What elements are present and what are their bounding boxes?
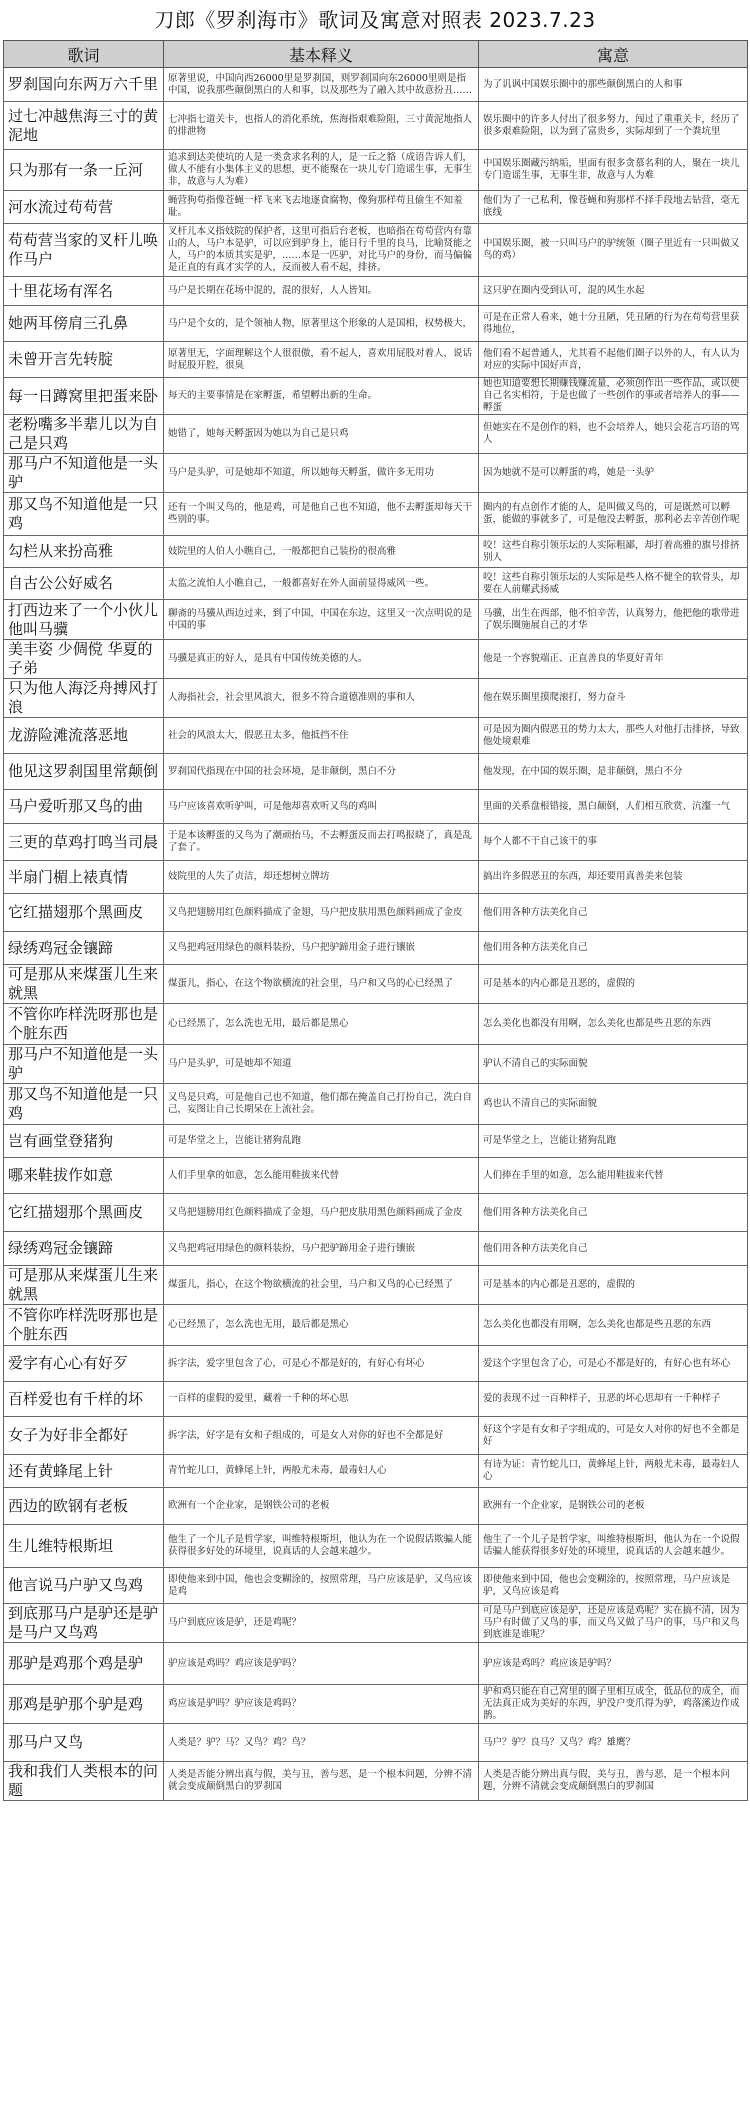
table-row (4, 454, 748, 493)
meaning-cell: 马骥是真正的好人，是具有中国传统美德的人。 (164, 640, 479, 679)
lyric-cell: 那马户不知道他是一头驴 (4, 454, 164, 493)
meaning-cell: 原著里说，中国向西26000里是罗刹国，则罗刹国向东26000里则是指中国，说我那些颠倒黑白的人和事，以及那些为了融入其中故意扮丑…… (164, 68, 479, 102)
meaning-cell: 拆字法，好字是有女和子组成的，可是女人对你的好也不全都是好 (164, 1417, 479, 1455)
meaning-cell: 人类是？驴？马？又鸟？鸡？鸟？ (164, 1724, 479, 1762)
lyric-cell: 还有黄蜂尾上针 (4, 1455, 164, 1488)
table-row (4, 1525, 748, 1568)
implied-cell: 马骥，出生在西部，他不怕辛苦，认真努力，他把他的歌带进了娱乐圈施展自己的才华 (479, 600, 748, 640)
implied-cell: 圈内的有点创作才能的人，是叫做又鸟的，可是既然可以孵蛋，能做的事就多了，可是他没去孵蛋，那利必去辛苦创作呢 (479, 493, 748, 536)
table-row (4, 965, 748, 1004)
lyric-cell: 那驴是鸡那个鸡是驴 (4, 1643, 164, 1685)
meaning-cell: 原著里无，字面理解这个人很很傲，看不起人，喜欢用屁股对着人，说话时屁股开腔，很臭 (164, 342, 479, 378)
implied-cell: 他们看不起普通人，尤其看不起他们圈子以外的人，有人认为对应的实际中国好声音， (479, 342, 748, 378)
table-row (4, 1488, 748, 1525)
meaning-cell: 妓院里的人伯人小瞧自己，一般都把自己装扮的很高雅 (164, 536, 479, 568)
implied-cell: 人们捧在手里的如意，怎么能用鞋拔来代替 (479, 1158, 748, 1194)
table-row (4, 1004, 748, 1045)
meaning-cell: 每天的主要事情是在家孵蛋，希望孵出新的生命。 (164, 378, 479, 415)
implied-cell: 他们用各种方法美化自己 (479, 932, 748, 965)
lyric-cell: 我和我们人类根本的问题 (4, 1762, 164, 1801)
lyric-cell: 打西边来了一个小伙儿他叫马骥 (4, 600, 164, 640)
meaning-cell: 心已经黑了，怎么洗也无用，最后都是黑心 (164, 1305, 479, 1346)
meaning-cell: 马户应该喜欢听驴叫，可是他却喜欢听又鸟的鸡叫 (164, 790, 479, 824)
lyric-cell: 那马户又鸟 (4, 1724, 164, 1762)
table-row (4, 536, 748, 568)
lyric-cell: 十里花场有浑名 (4, 277, 164, 306)
table-row (4, 1604, 748, 1643)
table-row (4, 1685, 748, 1724)
table-row (4, 894, 748, 932)
meaning-cell: 青竹蛇儿口，黄蜂尾上针，两般尤未毒，最毒妇人心 (164, 1455, 479, 1488)
lyrics-meaning-table (3, 40, 748, 1801)
table-row (4, 342, 748, 378)
implied-cell: 因为她就不是可以孵蛋的鸡，她是一头驴 (479, 454, 748, 493)
meaning-cell: 于是本该孵蛋的又鸟为了潮顽抬马，不去孵蛋反而去打鸣报晓了，真是乱了套了。 (164, 824, 479, 861)
lyric-cell: 到底那马户是驴还是驴是马户又鸟鸡 (4, 1604, 164, 1643)
implied-cell: 驴认不清自己的实际面貌 (479, 1045, 748, 1084)
table-row (4, 102, 748, 150)
table-row (4, 718, 748, 754)
lyric-cell: 美丰姿 少倜傥 华夏的子弟 (4, 640, 164, 679)
meaning-cell: 心已经黑了，怎么洗也无用，最后都是黑心 (164, 1004, 479, 1045)
meaning-cell: 马户是头驴，可是她却不知道 (164, 1045, 479, 1084)
implied-cell: 搞出许多假恶丑的东西，却还要用真善美来包装 (479, 861, 748, 894)
lyric-cell: 女子为好非全都好 (4, 1417, 164, 1455)
implied-cell: 里面的关系盘根错接，黑白颠倒，人们相互欣赏、沆瀣一气 (479, 790, 748, 824)
implied-cell: 爱这个字里包含了心，可是心不都是好的，有好心也有坏心 (479, 1346, 748, 1382)
table-row (4, 1194, 748, 1232)
implied-cell: 她也知道要想长期赚钱赚流量，必须创作出一些作品，或以使自己名实相符，于是也做了一些创作的事或者培养人的事——孵蛋 (479, 378, 748, 415)
implied-cell: 鸡也认不清自己的实际面貌 (479, 1084, 748, 1125)
implied-cell: 他生了一个儿子是哲学家，叫维特根斯坦，他认为在一个说假话骗人能获得很多好处的环境里，说真话的人会越来越少。 (479, 1525, 748, 1568)
meaning-cell: 太监之流怕人小瞧自己，一般都喜好在外人面前显得威风一些。 (164, 568, 479, 600)
implied-cell: 中国娱乐圈，被一只叫马户的驴统领（圈子里近有一只叫做又鸟的鸡） (479, 224, 748, 277)
lyric-cell: 西边的欧钢有老板 (4, 1488, 164, 1525)
table-row (4, 1305, 748, 1346)
lyric-cell: 那又鸟不知道他是一只鸡 (4, 493, 164, 536)
table-row (4, 932, 748, 965)
meaning-cell: 人类是否能分辨出真与假，美与丑，善与恶，是一个根本问题，分辨不清就会变成颠倒黑白的罗刹国 (164, 1762, 479, 1801)
table-row (4, 1643, 748, 1685)
lyric-cell: 哪来鞋拔作如意 (4, 1158, 164, 1194)
lyric-cell: 她两耳傍肩三孔鼻 (4, 306, 164, 342)
lyric-cell: 半扇门楣上裱真情 (4, 861, 164, 894)
lyric-cell: 勾栏从来扮高雅 (4, 536, 164, 568)
implied-cell: 即使他来到中国，他也会变糊涂的，按照常理，马户应该是驴，又鸟应该是鸡 (479, 1568, 748, 1604)
implied-cell: 可是在正常人看来，她十分丑陋，凭丑陋的行为在苟苟营里获得地位， (479, 306, 748, 342)
implied-cell: 怎么美化也都没有用啊，怎么美化也都是些丑恶的东西 (479, 1305, 748, 1346)
implied-cell: 娱乐圈中的许多人付出了很多努力，闯过了重重关卡，经历了很多艰难险阻，以为到了富贵乡，实际却到了一个粪坑里 (479, 102, 748, 150)
implied-cell: 他们用各种方法美化自己 (479, 1194, 748, 1232)
meaning-cell: 又鸟把鸡冠用绿色的颜料装扮，马户把驴蹄用金子进行镶嵌 (164, 932, 479, 965)
table-row (4, 679, 748, 718)
lyric-cell: 罗刹国向东两万六千里 (4, 68, 164, 102)
table-row (4, 415, 748, 454)
meaning-cell: 又鸟把翅膀用红色颜料描成了金翅，马户把皮肤用黑色颜料画成了金皮 (164, 894, 479, 932)
implied-cell: 中国娱乐圈藏污纳垢，里面有很多贪慕名利的人，聚在一块儿专门造谣生事，无事生非，故意与人为难 (479, 150, 748, 191)
implied-cell: 他们用各种方法美化自己 (479, 894, 748, 932)
meaning-cell: 又鸟把鸡冠用绿色的颜料装扮，马户把驴蹄用金子进行镶嵌 (164, 1232, 479, 1266)
meaning-cell: 鸡应该是驴吗？驴应该是鸡吗？ (164, 1685, 479, 1724)
lyric-cell: 不管你咋样洗呀那也是个脏东西 (4, 1004, 164, 1045)
implied-cell: 这只驴在圈内受到认可，混的风生水起 (479, 277, 748, 306)
table-row (4, 150, 748, 191)
table-row (4, 191, 748, 224)
meaning-cell: 人们手里拿的如意，怎么能用鞋拔来代替 (164, 1158, 479, 1194)
meaning-cell: 人海指社会，社会里风浪大，很多不符合道德准则的事和人 (164, 679, 479, 718)
lyric-cell: 爱字有心心有好歹 (4, 1346, 164, 1382)
table-row (4, 1417, 748, 1455)
header-lyric: 歌词 (4, 41, 164, 68)
table-row (4, 824, 748, 861)
table-row (4, 493, 748, 536)
meaning-cell: 蝇营狗苟指像苍蝇一样飞来飞去地逐食腐物，像狗那样苟且偷生不知羞耻。 (164, 191, 479, 224)
table-row (4, 68, 748, 102)
implied-cell: 他们为了一己私利，像苍蝇和狗那样不择手段地去钻营，毫无底线 (479, 191, 748, 224)
implied-cell: 驴和鸡只能在自己窝里的圈子里相互成全，低品位的成全，而无法真正成为美好的东西，驴没户变爪得为驴，鸡落溪边作成鹊。 (479, 1685, 748, 1724)
meaning-cell: 社会的风浪太大，假恶丑太多，他抵挡不住 (164, 718, 479, 754)
lyric-cell: 绿绣鸡冠金镶蹄 (4, 1232, 164, 1266)
meaning-cell: 又鸟是只鸡，可是他自己也不知道，他们都在掩盖自己打扮自己，洗白自己，妄图让自己长期呆在上流社会。 (164, 1084, 479, 1125)
page-title: 刀郎《罗刹海市》歌词及寓意对照表 2023.7.23 (154, 8, 596, 32)
lyric-cell: 绿绣鸡冠金镶蹄 (4, 932, 164, 965)
table-row (4, 1045, 748, 1084)
lyric-cell: 百样爱也有千样的坏 (4, 1382, 164, 1417)
meaning-cell: 拆字法，爱字里包含了心，可是心不都是好的，有好心有坏心 (164, 1346, 479, 1382)
meaning-cell: 又鸟把翅膀用红色颜料描成了金翅，马户把皮肤用黑色颜料画成了金皮 (164, 1194, 479, 1232)
table-row (4, 1455, 748, 1488)
implied-cell: 好这个字是有女和子字组成的，可是女人对你的好也不全都是好 (479, 1417, 748, 1455)
implied-cell: 咬！这些自称引领乐坛的人实际是些人格不健全的软骨头，却要在人前耀武扬威 (479, 568, 748, 600)
table-row (4, 600, 748, 640)
meaning-cell: 七冲指七道关卡，也指人的消化系统，焦海指艰难险阻，三寸黄泥地指人的排泄物 (164, 102, 479, 150)
lyric-cell: 过七冲越焦海三寸的黄泥地 (4, 102, 164, 150)
lyric-cell: 只为那有一条一丘河 (4, 150, 164, 191)
implied-cell: 可是基本的内心都是丑恶的，虚假的 (479, 1266, 748, 1305)
table-row (4, 1158, 748, 1194)
implied-cell: 为了讥讽中国娱乐圈中的那些颠倒黑白的人和事 (479, 68, 748, 102)
lyric-cell: 老粉嘴多半辈儿以为自己是只鸡 (4, 415, 164, 454)
lyric-cell: 它红描翅那个黑画皮 (4, 894, 164, 932)
lyric-cell: 苟苟营当家的叉杆儿唤作马户 (4, 224, 164, 277)
lyric-cell: 三更的草鸡打鸣当司晨 (4, 824, 164, 861)
lyric-cell: 岂有画堂登猪狗 (4, 1125, 164, 1158)
table-row (4, 754, 748, 790)
table-row (4, 1724, 748, 1762)
table-row (4, 1568, 748, 1604)
table-body (4, 68, 748, 1801)
meaning-cell: 马户到底应该是驴，还是鸡呢？ (164, 1604, 479, 1643)
lyric-cell: 那鸡是驴那个驴是鸡 (4, 1685, 164, 1724)
implied-cell: 他发现，在中国的娱乐圈，是非颠倒，黑白不分 (479, 754, 748, 790)
implied-cell: 他在娱乐圈里摸爬滚打，努力奋斗 (479, 679, 748, 718)
meaning-cell: 他生了一个儿子是哲学家，叫维特根斯坦，他认为在一个说假话欺骗人能获得很多好处的环境里，说真话的人会越来越少。 (164, 1525, 479, 1568)
implied-cell: 怎么美化也都没有用啊，怎么美化也都是些丑恶的东西 (479, 1004, 748, 1045)
table-row (4, 1382, 748, 1417)
lyric-cell: 未曾开言先转腚 (4, 342, 164, 378)
meaning-cell: 欧洲有一个企业家，是钢铁公司的老板 (164, 1488, 479, 1525)
implied-cell: 可是因为圈内假恶丑的势力太大，那些人对他打击排挤，导致他处境艰难 (479, 718, 748, 754)
meaning-cell: 叉杆儿本义指妓院的保护者，这里可指后台老板，也暗指在苟苟营内有靠山的人，马户本是驴，可以应到驴身上，能日行千里的良马，比喻贤能之人，马户的本质其实是驴，……本是一匹驴，对比马户的身份，而马偏偏是正直的有真才实学的人，反而被人看不起，排挤。 (164, 224, 479, 277)
header-implied: 寓意 (479, 41, 748, 68)
lyric-cell: 那又鸟不知道他是一只鸡 (4, 1084, 164, 1125)
implied-cell: 咬！这些自称引领乐坛的人实际粗鄙，却打着高雅的旗号排挤别人 (479, 536, 748, 568)
meaning-cell: 可是华堂之上，岂能让猪狗乱跑 (164, 1125, 479, 1158)
meaning-cell: 煤蛋儿，指心，在这个物欲横流的社会里，马户和又鸟的心已经黑了 (164, 965, 479, 1004)
table-row (4, 1266, 748, 1305)
table-row (4, 378, 748, 415)
implied-cell: 可是华堂之上，岂能让猪狗乱跑 (479, 1125, 748, 1158)
implied-cell: 欧洲有一个企业家，是钢铁公司的老板 (479, 1488, 748, 1525)
implied-cell: 每个人都不干自己该干的事 (479, 824, 748, 861)
implied-cell: 人类是否能分辨出真与假，美与丑，善与恶，是一个根本问题，分辨不清就会变成颠倒黑白的罗刹国 (479, 1762, 748, 1801)
implied-cell: 他们用各种方法美化自己 (479, 1232, 748, 1266)
lyric-cell: 可是那从来煤蛋儿生来就黑 (4, 1266, 164, 1305)
implied-cell: 可是基本的内心都是丑恶的，虚假的 (479, 965, 748, 1004)
lyric-cell: 它红描翅那个黑画皮 (4, 1194, 164, 1232)
table-row (4, 224, 748, 277)
table-row (4, 861, 748, 894)
implied-cell: 可是马户到底应该是驴，还是应该是鸡呢？实在搞不清，因为马户有时做了又鸟的事，而又鸟又做了马户的事，马户和又鸟到底谁是谁呢？ (479, 1604, 748, 1643)
lyric-cell: 河水流过苟苟营 (4, 191, 164, 224)
implied-cell: 有诗为证：青竹蛇儿口，黄蜂尾上针，两般尤未毒，最毒妇人心 (479, 1455, 748, 1488)
meaning-cell: 即使他来到中国，他也会变糊涂的，按照常理，马户应该是驴，又鸟应该是鸡 (164, 1568, 479, 1604)
implied-cell: 马户？驴？良马？又鸟？鸡？雄鹰？ (479, 1724, 748, 1762)
implied-cell: 驴应该是鸡吗？鸡应该是驴吗？ (479, 1643, 748, 1685)
lyric-cell: 生儿维特根斯坦 (4, 1525, 164, 1568)
implied-cell: 他是一个容貌端正、正直善良的华夏好青年 (479, 640, 748, 679)
meaning-cell: 妓院里的人失了贞洁，却还想树立牌坊 (164, 861, 479, 894)
table-row (4, 1762, 748, 1801)
meaning-cell: 马户是个女的，是个领袖人物，原著里这个形象的人是国相，权势极大， (164, 306, 479, 342)
meaning-cell: 她错了，她每天孵蛋因为她以为自己是只鸡 (164, 415, 479, 454)
lyric-cell: 可是那从来煤蛋儿生来就黑 (4, 965, 164, 1004)
meaning-cell: 马户是长期在花场中混的，混的很好，人人皆知。 (164, 277, 479, 306)
lyric-cell: 龙游险滩流落恶地 (4, 718, 164, 754)
table-row (4, 1125, 748, 1158)
meaning-cell: 追求到达美使坑的人是一类贪求名利的人，是一丘之貉（成语告诉人们，做人不能有小集体主义的思想，更不能聚在一块儿专门造谣生事，无事生非，故意与人为难） (164, 150, 479, 191)
implied-cell: 爱的表现不过一百种样子，丑恶的坏心思却有一千种样子 (479, 1382, 748, 1417)
table-row (4, 640, 748, 679)
meaning-cell: 一百样的虚假的爱里，藏着一千种的坏心思 (164, 1382, 479, 1417)
header-meaning: 基本释义 (164, 41, 479, 68)
lyric-cell: 每一日蹲窝里把蛋来卧 (4, 378, 164, 415)
lyric-cell: 他见这罗刹国里常颠倒 (4, 754, 164, 790)
table-row (4, 1084, 748, 1125)
meaning-cell: 驴应该是鸡吗？鸡应该是驴吗？ (164, 1643, 479, 1685)
meaning-cell: 马户是头驴，可是她却不知道，所以她每天孵蛋，做许多无用功 (164, 454, 479, 493)
meaning-cell: 聊斋的马骥从西边过来，到了中国，中国在东边，这里又一次点明说的是中国的事 (164, 600, 479, 640)
table-row (4, 277, 748, 306)
lyric-cell: 只为他人海泛舟搏风打浪 (4, 679, 164, 718)
table-row (4, 568, 748, 600)
implied-cell: 但她实在不是创作的料，也不会培养人，她只会花言巧语的骂人 (479, 415, 748, 454)
table-row (4, 1232, 748, 1266)
meaning-cell: 煤蛋儿，指心，在这个物欲横流的社会里，马户和又鸟的心已经黑了 (164, 1266, 479, 1305)
lyric-cell: 自古公公好威名 (4, 568, 164, 600)
lyric-cell: 不管你咋样洗呀那也是个脏东西 (4, 1305, 164, 1346)
table-header-row (4, 41, 748, 68)
lyric-cell: 他言说马户驴又鸟鸡 (4, 1568, 164, 1604)
table-row (4, 790, 748, 824)
lyric-cell: 那马户不知道他是一头驴 (4, 1045, 164, 1084)
lyric-cell: 马户爱听那又鸟的曲 (4, 790, 164, 824)
table-row (4, 1346, 748, 1382)
table-row (4, 306, 748, 342)
meaning-cell: 罗刹国代指现在中国的社会环境，是非颠倒，黑白不分 (164, 754, 479, 790)
meaning-cell: 还有一个叫又鸟的，他是鸡，可是他自己也不知道，他不去孵蛋却每天干些别的事。 (164, 493, 479, 536)
